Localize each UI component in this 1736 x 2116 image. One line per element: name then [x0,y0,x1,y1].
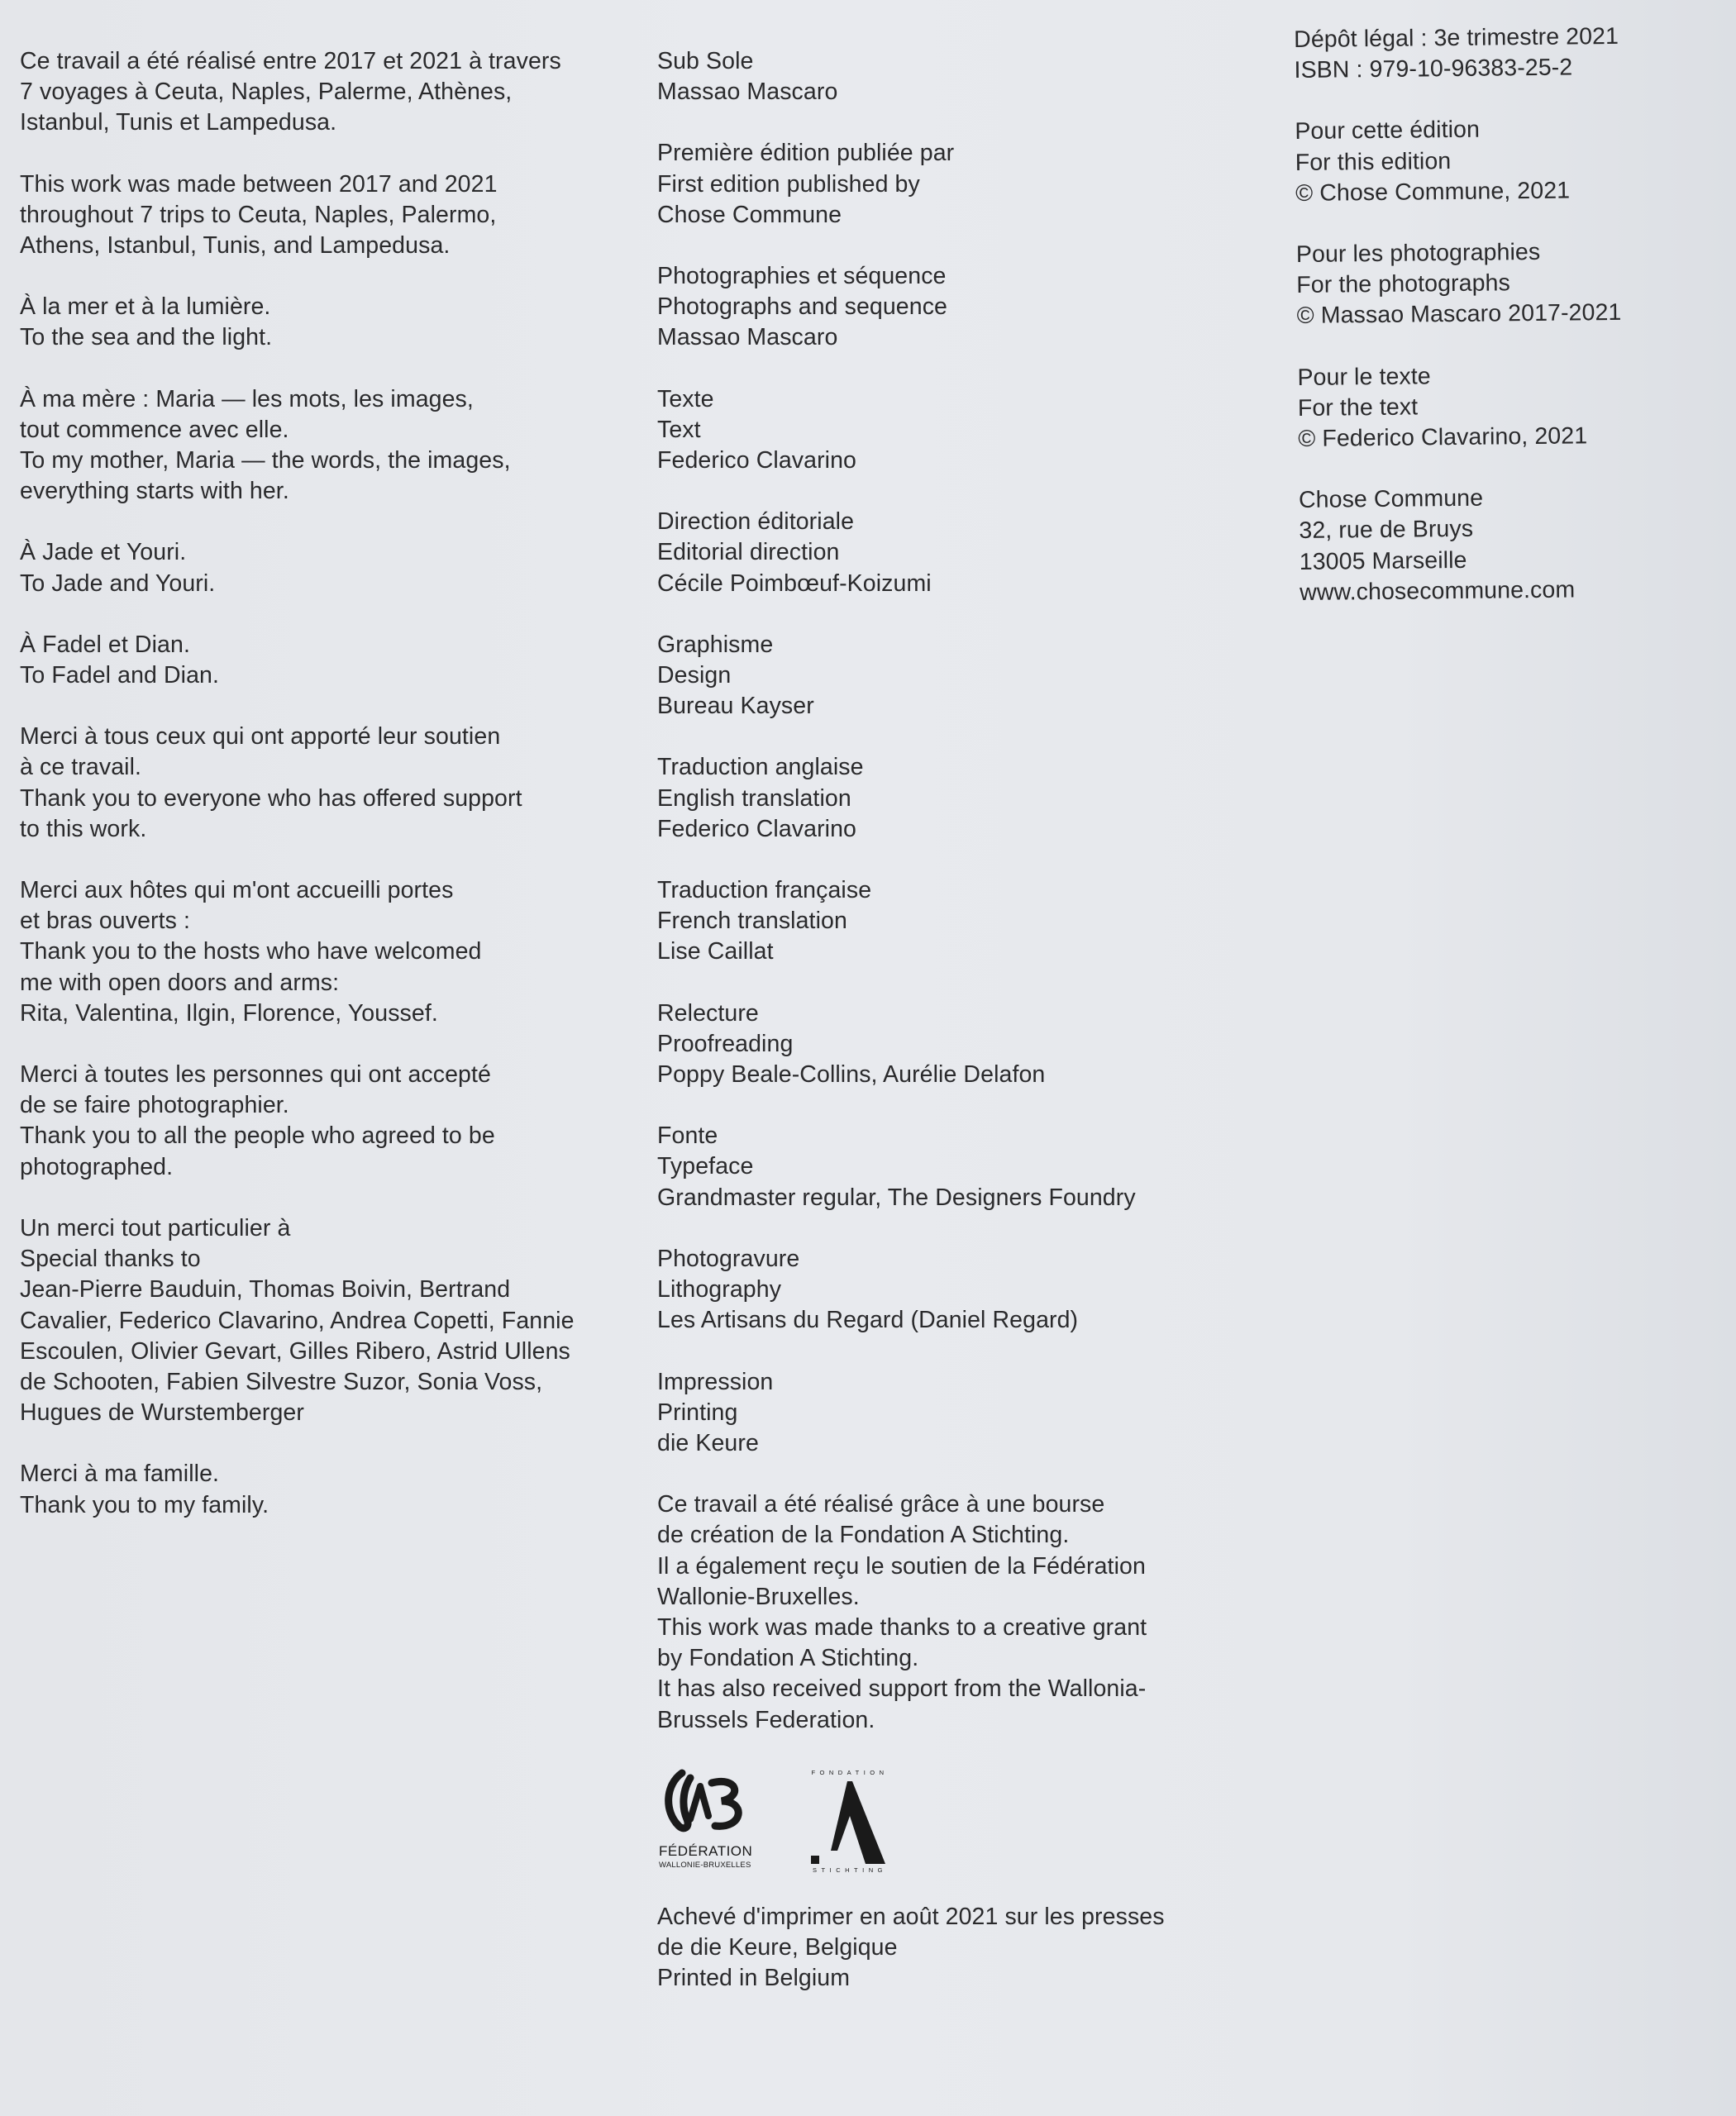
text-line: Ce travail a été réalisé entre 2017 et 2021 à travers [20,48,561,74]
text-line: Cécile Poimbœuf-Koizumi [657,570,932,597]
text-line: Cavalier, Federico Clavarino, Andrea Copetti, Fannie [20,1307,575,1334]
text-line: de die Keure, Belgique [657,1933,898,1961]
credit-block [657,261,1236,354]
text-line: Sub Sole [657,48,754,74]
fwb-logo-line2: WALLONIE-BRUXELLES [659,1860,751,1870]
text-line: Lise Caillat [657,938,774,965]
text-line: Lithography [657,1276,782,1303]
text-line: Jean-Pierre Bauduin, Thomas Boivin, Bertrand [20,1276,511,1303]
text-line: To Fadel and Dian. [20,662,220,689]
credit-block [657,138,1236,231]
text-line: To the sea and the light. [20,324,273,351]
text-line: Typeface [657,1153,754,1180]
text-line: To my mother, Maria — the words, the images, [20,447,511,474]
text-line: ISBN : 979-10-96383-25-2 [1294,54,1573,84]
fwb-logo-icon [657,1768,756,1874]
text-line: Traduction française [657,877,872,904]
text-line: Thank you to the hosts who have welcomed [20,938,482,965]
credit-block [657,1367,1236,1460]
dedication-block [20,1060,623,1183]
left-column [20,46,623,1551]
credit-block [657,875,1236,968]
legal-block [1295,112,1709,209]
text-line: Federico Clavarino [657,815,856,842]
credit-block [657,1489,1236,1736]
text-line: Editorial direction [657,539,840,566]
text-line: Photographies et séquence [657,263,947,290]
text-line: © Massao Mascaro 2017-2021 [1296,299,1622,330]
text-line: Pour les photographies [1295,238,1541,268]
credit-block [657,752,1236,845]
dedication-block [20,1459,623,1520]
text-line: die Keure [657,1429,759,1456]
text-line: French translation [657,908,847,935]
text-line: Merci à ma famille. [20,1461,220,1488]
text-line: me with open doors and arms: [20,969,340,996]
text-line: 32, rue de Bruys [1299,516,1474,545]
text-line: Printed in Belgium [657,1965,851,1992]
credit-block [657,46,1236,107]
text-line: 13005 Marseille [1299,546,1467,575]
text-line: à ce travail. [20,754,142,781]
text-line: First edition published by [657,170,920,198]
text-line: Dépôt légal : 3e trimestre 2021 [1294,22,1619,53]
credits-list [657,46,1236,1736]
text-line: Escoulen, Olivier Gevart, Gilles Ribero, Astrid Ullens [20,1337,570,1365]
text-line: Merci aux hôtes qui m'ont accueilli portes [20,877,454,904]
legal-block [1296,236,1710,332]
printing-colophon [657,1902,1236,1994]
text-line: Athens, Istanbul, Tunis, and Lampedusa. [20,232,451,260]
text-line: to this work. [20,815,147,842]
text-line: Pour le texte [1297,362,1431,391]
text-line: tout commence avec elle. [20,416,289,443]
text-line: Graphisme [657,631,774,658]
text-line: Traduction anglaise [657,754,864,781]
text-line: de Schooten, Fabien Silvestre Suzor, Sonia Voss, [20,1368,543,1395]
text-line: Federico Clavarino [657,447,856,474]
text-line: English translation [657,784,851,812]
text-line: de création de la Fondation A Stichting. [657,1522,1070,1549]
text-line: To Jade and Youri. [20,570,216,597]
credit-block [657,1121,1236,1213]
dedication-block [20,875,623,1029]
text-line: Les Artisans du Regard (Daniel Regard) [657,1307,1079,1334]
text-line: À Fadel et Dian. [20,631,190,658]
text-line: Ce travail a été réalisé grâce à une bourse [657,1491,1105,1518]
credit-block [657,630,1236,722]
text-line: Photogravure [657,1245,800,1272]
credit-block [657,998,1236,1091]
text-line: Bureau Kayser [657,693,814,720]
text-line: Impression [657,1368,774,1395]
fondation-a-logo-bottom: STICHTING [813,1866,887,1874]
text-line: www.chosecommune.com [1300,576,1576,606]
fwb-logo-line1: FÉDÉRATION [659,1842,753,1859]
credit-block [657,507,1236,599]
text-line: Hugues de Wurstemberger [20,1399,304,1427]
text-line: Achevé d'imprimer en août 2021 sur les presses [657,1903,1165,1930]
text-line: Proofreading [657,1030,794,1057]
text-line: Printing [657,1399,738,1426]
text-line: À Jade et Youri. [20,539,187,566]
text-line: Fonte [657,1122,718,1150]
text-line: 7 voyages à Ceuta, Naples, Palerme, Athènes, [20,79,513,106]
text-line: Relecture [657,999,759,1027]
text-line: © Chose Commune, 2021 [1295,177,1571,207]
text-line: Photographs and sequence [657,293,948,321]
legal-block [1299,481,1714,608]
credit-block [657,384,1236,477]
text-line: Merci à tous ceux qui ont apporté leur soutien [20,723,501,751]
text-line: Brussels Federation. [657,1706,875,1733]
dedication-block [20,384,623,508]
text-line: Direction éditoriale [657,508,855,536]
text-line: Merci à toutes les personnes qui ont accepté [20,1061,491,1089]
text-line: © Federico Clavarino, 2021 [1298,422,1588,453]
text-line: This work was made between 2017 and 2021 [20,170,498,198]
right-column [1294,21,1714,639]
text-line: À la mer et à la lumière. [20,293,271,321]
text-line: Thank you to all the people who agreed to be [20,1122,495,1150]
text-line: Il a également reçu le soutien de la Fédération [657,1552,1146,1580]
text-line: by Fondation A Stichting. [657,1645,919,1672]
text-line: Chose Commune [657,201,842,228]
text-line: Istanbul, Tunis et Lampedusa. [20,109,337,136]
dedication-block [20,537,623,598]
text-line: Un merci tout particulier à [20,1214,291,1241]
text-line: This work was made thanks to a creative grant [657,1613,1147,1641]
text-line: Thank you to everyone who has offered support [20,784,522,812]
legal-block [1294,21,1708,87]
text-line: Massao Mascaro [657,324,838,351]
text-line: Wallonie-Bruxelles. [657,1583,860,1610]
text-line: Rita, Valentina, Ilgin, Florence, Youssef. [20,999,438,1027]
text-line: Text [657,416,701,443]
text-line: photographed. [20,1153,174,1180]
dedication-block [20,722,623,845]
credit-block [657,1244,1236,1337]
text-line: Pour cette édition [1295,117,1481,145]
dedication-block [20,630,623,691]
fondation-a-logo-icon [796,1768,904,1874]
text-line: Design [657,662,732,689]
text-line: For the text [1297,393,1419,422]
text-line: de se faire photographier. [20,1092,289,1119]
text-line: For the photographs [1296,269,1511,299]
middle-column [657,46,1236,2024]
text-line: Texte [657,385,714,412]
text-line: everything starts with her. [20,478,289,505]
dedication-block [20,46,623,139]
sponsor-logos [657,1766,1236,1874]
text-line: It has also received support from the Wallonia- [657,1675,1147,1703]
text-line: For this edition [1295,147,1452,176]
text-line: Poppy Beale-Collins, Aurélie Delafon [657,1061,1046,1089]
text-line: Special thanks to [20,1246,201,1273]
dedication-block [20,292,623,353]
text-line: Grandmaster regular, The Designers Foundry [657,1184,1136,1211]
legal-block [1297,358,1711,455]
text-line: À ma mère : Maria — les mots, les images, [20,385,474,412]
text-line: Thank you to my family. [20,1491,269,1518]
text-line: et bras ouverts : [20,908,191,935]
text-line: Chose Commune [1298,484,1484,514]
text-line: Massao Mascaro [657,79,838,106]
fondation-a-logo-top: FONDATION [811,1768,889,1776]
text-line: Première édition publiée par [657,140,955,167]
dedication-block [20,1213,623,1428]
text-line: throughout 7 trips to Ceuta, Naples, Palermo, [20,201,497,228]
dedication-block [20,169,623,262]
